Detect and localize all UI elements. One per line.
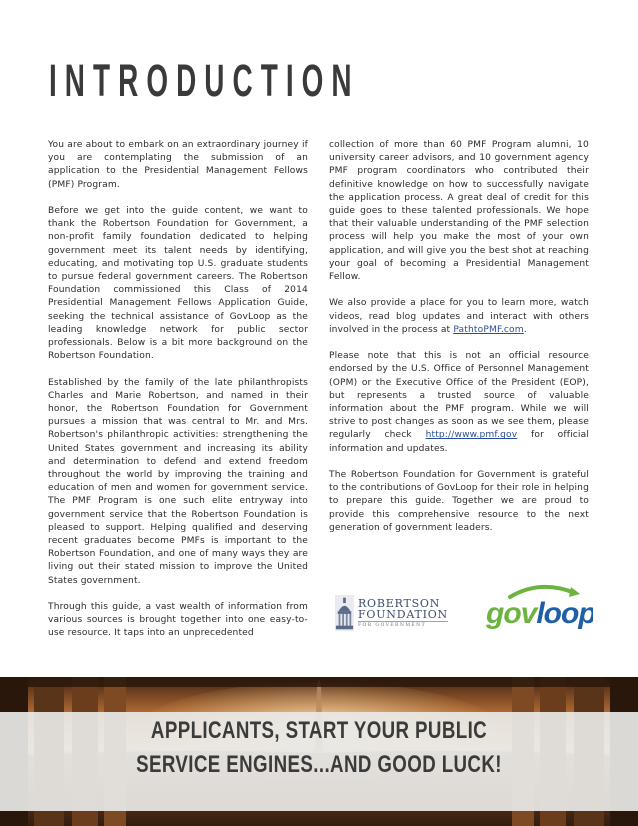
logo-text: govloop — [486, 597, 593, 630]
capitol-dome-icon — [335, 593, 354, 633]
paragraph: You are about to embark on an extraordinary journey if you are contemplating the submission of an application to the Presidential Management Fellows (PMF) Program. — [48, 140, 308, 190]
pathtopmf-link[interactable]: PathtoPMF.com — [453, 324, 524, 335]
paragraph-text: for official information and updates. — [329, 430, 589, 454]
logo-text: ROBERTSON — [357, 596, 441, 610]
govloop-logo — [480, 583, 593, 633]
page-title: INTRODUCTION — [49, 55, 360, 106]
right-column — [329, 139, 589, 548]
paragraph: Through this guide, a vast wealth of information from various sources is brought together into one easy-to-use resource. It taps into an unprecedented — [48, 602, 308, 639]
banner-line: SERVICE ENGINES...AND GOOD LUCK! — [136, 751, 502, 778]
banner-line: APPLICANTS, START YOUR PUBLIC — [150, 717, 488, 744]
banner-heading — [0, 714, 638, 782]
paragraph-text: Please note that this is not an official resource endorsed by the U.S. Office of Personnel Management (OPM) or the Executive Office of the President (EOP), but represents a trusted source of valuable information about the PMF program. While we will strive to post changes as soon as we see them, please regularly check — [329, 351, 589, 441]
paragraph: Before we get into the guide content, we want to thank the Robertson Foundation for Government, a non-profit family foundation dedicated to helping government meet its talent needs by identifying, educating, and motivating top U.S. graduate students to pursue federal government careers. The Robertson Foundation commissioned this Class of 2014 Presidential Management Fellows Application Guide, seeking the technical assistance of GovLoop as the leading knowledge network for public sector professionals. Below is a bit more background on the Robertson Foundation. — [48, 206, 308, 362]
govloop-swoosh-icon — [510, 587, 575, 597]
robertson-foundation-logo — [333, 591, 448, 635]
pmf-gov-link[interactable]: http://www.pmf.gov — [425, 430, 518, 441]
paragraph: collection of more than 60 PMF Program alumni, 10 university career advisors, and 10 government agency PMF program coordinators who contributed their definitive knowledge on how to successfully navigate the application process. A great deal of credit for this guide goes to these talented professionals. We hope that their valuable understanding of the PMF selection process will help you make the most of your own application, and will give you the best shot at reaching your goal of becoming a Presidential Management Fellow. — [329, 140, 589, 283]
logo-text: FOUNDATION — [357, 607, 448, 621]
logo-subtext: FOR GOVERNMENT — [358, 621, 448, 629]
left-column — [48, 139, 308, 654]
paragraph-text: We also provide a place for you to learn more, watch videos, read blog updates and interact with others involved in the process at — [329, 298, 589, 335]
paragraph — [329, 297, 589, 337]
paragraph: Established by the family of the late philanthropists Charles and Marie Robertson, and named in their honor, the Robertson Foundation for Government pursues a mission that was central to Mr. and Mrs. Robertson's philanthropic activities: strengthening the United States government and increasing its ability and determination to defend and extend freedom throughout the world by improving the training and education of men and women for government service. The PMF Program is one such elite entryway into government service that the Robertson Foundation is pleased to support. Helping qualified and deserving recent graduates become PMFs is important to the Robertson Foundation, and one of many ways they are living out their stated mission to improve the United States government. — [48, 377, 308, 586]
paragraph-text: . — [523, 324, 527, 335]
paragraph: The Robertson Foundation for Government is grateful to the contributions of GovLoop for their role in helping to prepare this guide. Together we are proud to provide this comprehensive resource to the next generation of government leaders. — [329, 470, 589, 533]
paragraph — [329, 350, 589, 456]
